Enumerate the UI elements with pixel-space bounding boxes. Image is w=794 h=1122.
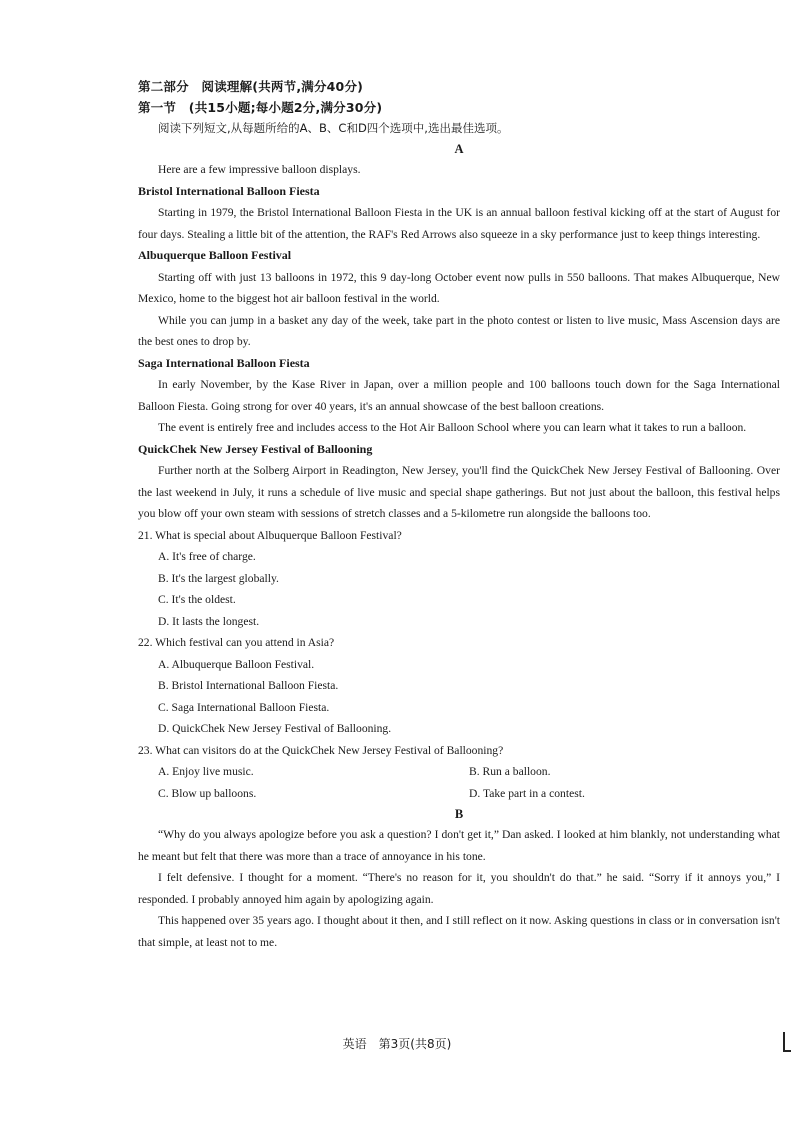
festival-paragraph: The event is entirely free and includes access to the Hot Air Balloon School where you can learn what it takes to run a balloon. <box>158 421 747 434</box>
instruction: 阅读下列短文,从每题所给的A、B、C和D四个选项中,选出最佳选项。 <box>158 121 509 135</box>
festival-paragraph: Starting off with just 13 balloons in 1972, this 9 day-long October event now pulls in 550 balloons. That makes Albuquerque, New Mexico, home to the biggest hot air balloon festival in the world. <box>138 270 780 305</box>
festival-paragraph: Further north at the Solberg Airport in Readington, New Jersey, you'll find the QuickChek New Jersey Festival of Ballooning. Over the last weekend in July, it runs a schedule of live music and special shape gatherings. But not just about the balloon, this festival helps you blow off your own steam with sessions of stretch classes and a 5-kilometre run alongside the balloons too. <box>138 464 780 520</box>
question-22-stem: 22. Which festival can you attend in Asia? <box>138 636 335 649</box>
section-subtitle: 第一节 (共15小题;每小题2分,满分30分) <box>138 100 383 115</box>
question-21-option-a: A. It's free of charge. <box>158 550 256 563</box>
question-22-option-b: B. Bristol International Balloon Fiesta. <box>158 679 339 692</box>
festival-paragraph: In early November, by the Kase River in Japan, over a million people and 100 balloons touch down for the Saga International Balloon Fiesta. Going strong for over 40 years, it's an annual showcase of the best balloon creations. <box>138 378 780 413</box>
passage-b-paragraph: I felt defensive. I thought for a moment. “There's no reason for it, you shouldn't do that.” he said. “Sorry if it annoys you,” I responded. I probably annoyed him again by apologizing again. <box>138 871 780 906</box>
question-23-option-b: B. Run a balloon. <box>469 765 551 778</box>
question-21-option-c: C. It's the oldest. <box>158 593 236 606</box>
question-22-option-a: A. Albuquerque Balloon Festival. <box>158 657 315 671</box>
festival-title-bristol: Bristol International Balloon Fiesta <box>138 183 320 198</box>
exam-page <box>138 76 780 953</box>
passage-b-label: B <box>454 807 464 821</box>
festival-paragraph: Starting in 1979, the Bristol International Balloon Fiesta in the UK is an annual balloon festival kicking off at the start of August for four days. Stealing a little bit of the attention, the RAF's Red Arrows also squeeze in a sky performance just to keep things interesting. <box>138 206 780 241</box>
question-22-option-d: D. QuickChek New Jersey Festival of Ballooning. <box>158 722 392 735</box>
question-23-option-d: D. Take part in a contest. <box>469 786 585 800</box>
question-23-stem: 23. What can visitors do at the QuickChek New Jersey Festival of Ballooning? <box>138 743 504 757</box>
festival-paragraph: While you can jump in a basket any day of the week, take part in the photo contest or listen to live music, Mass Ascension days are the best ones to drop by. <box>138 313 780 348</box>
festival-title-saga: Saga International Balloon Fiesta <box>138 355 310 370</box>
question-22-option-c: C. Saga International Balloon Fiesta. <box>158 700 330 714</box>
passage-a-intro: Here are a few impressive balloon displays. <box>158 163 361 176</box>
question-23-option-c: C. Blow up balloons. <box>158 786 257 800</box>
question-23-option-a: A. Enjoy live music. <box>158 765 254 778</box>
page-footer: 英语 第3页(共8页) <box>342 1037 452 1051</box>
question-23-options-row-1 <box>138 761 780 783</box>
corner-crop-mark <box>783 1032 791 1052</box>
question-23-options-row-2 <box>138 783 780 805</box>
part-title: 第二部分 阅读理解(共两节,满分40分) <box>138 79 364 94</box>
question-21-option-b: B. It's the largest globally. <box>158 571 279 585</box>
question-21-stem: 21. What is special about Albuquerque Balloon Festival? <box>138 528 402 542</box>
festival-title-albuquerque: Albuquerque Balloon Festival <box>138 248 292 262</box>
passage-a-label: A <box>454 142 464 156</box>
passage-b-paragraph: “Why do you always apologize before you ask a question? I don't get it,” Dan asked. I looked at him blankly, not understanding what he meant but felt that there was more than a trace of annoyance in his tone. <box>138 828 780 863</box>
question-21-option-d: D. It lasts the longest. <box>158 614 260 628</box>
passage-b-paragraph: This happened over 35 years ago. I thought about it then, and I still reflect on it now. Asking questions in class or in conversation isn't that simple, at least not to me. <box>138 914 780 949</box>
festival-title-quickchek: QuickChek New Jersey Festival of Ballooning <box>138 441 373 456</box>
